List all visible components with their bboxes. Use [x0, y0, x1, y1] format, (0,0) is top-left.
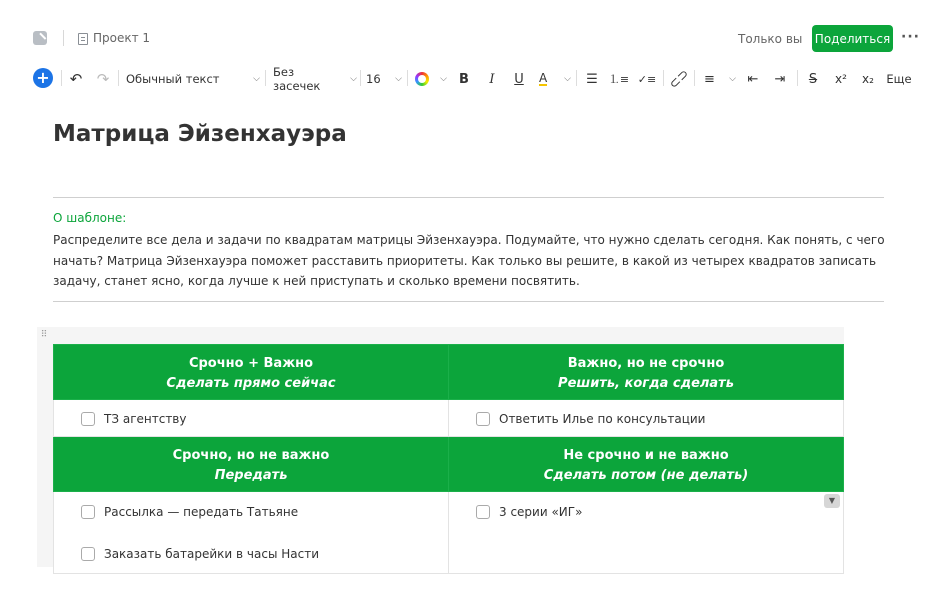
align-left-icon: ≡: [704, 71, 715, 87]
task-checkbox[interactable]: [476, 505, 490, 519]
eisenhower-matrix: [53, 344, 844, 574]
divider: [797, 70, 798, 86]
divider: [53, 197, 884, 198]
task-checkbox[interactable]: [81, 412, 95, 426]
about-label[interactable]: О шаблоне:: [53, 211, 127, 225]
link-icon[interactable]: ⊂⊃: [665, 65, 693, 93]
divider: [360, 70, 361, 86]
divider: [118, 70, 119, 86]
italic-icon[interactable]: I: [489, 71, 495, 87]
divider: [265, 70, 266, 86]
chevron-down-icon: ⌵: [253, 74, 260, 84]
indent-increase-icon[interactable]: ⇥: [774, 71, 786, 87]
task-checkbox[interactable]: [81, 547, 95, 561]
text-style-select[interactable]: [126, 70, 260, 88]
share-button[interactable]: Поделиться: [812, 25, 893, 52]
quadrant-header-urgent-not-important[interactable]: [54, 437, 449, 492]
text-color-picker[interactable]: [415, 70, 447, 88]
quadrant-cell[interactable]: [449, 492, 844, 574]
quadrant-title: Срочно, но не важно: [172, 448, 330, 463]
quadrant-title: Не срочно и не важно: [563, 448, 729, 463]
task-label[interactable]: Ответить Илье по консультации: [499, 412, 706, 426]
quadrant-header-not-urgent-not-important[interactable]: [449, 437, 844, 492]
insert-block-button[interactable]: +: [33, 68, 53, 88]
superscript-icon[interactable]: x²: [835, 72, 847, 86]
highlight-picker[interactable]: [539, 70, 571, 88]
quadrant-title: Важно, но не срочно: [567, 356, 725, 371]
chevron-down-icon: ⌵: [440, 74, 447, 84]
quadrant-subtitle: Решить, когда сделать: [558, 376, 734, 391]
description-text[interactable]: Распределите все дела и задачи по квадратам матрицы Эйзенхауэра. Подумайте, что нужно сделать сегодня. Как понять, с чего начать? Матрица Эйзенхауэра поможет расставить приоритеты. Как только вы решите, в какой из четырех квадратов записать задачу, станет ясно, когда лучше к ней приступать и сколько времени посвятить.: [53, 233, 885, 288]
indent-decrease-icon[interactable]: ⇤: [747, 71, 759, 87]
font-family-select[interactable]: [273, 65, 357, 93]
access-button[interactable]: Только вы: [738, 32, 803, 46]
quadrant-subtitle: Сделать потом (не делать): [543, 468, 749, 483]
breadcrumb-project[interactable]: Проект 1: [93, 31, 151, 45]
page-title[interactable]: Матрица Эйзенхауэра: [53, 121, 347, 147]
task-item: [449, 492, 843, 529]
divider: [663, 70, 664, 86]
bullet-list-icon[interactable]: ☰: [586, 71, 598, 87]
font-size-select[interactable]: [366, 70, 402, 88]
subscript-icon[interactable]: x₂: [862, 72, 874, 86]
task-item: [54, 402, 448, 436]
chevron-down-icon: ⌵: [350, 74, 357, 84]
task-label[interactable]: 3 серии «ИГ»: [499, 504, 583, 519]
highlight-icon: A: [539, 71, 548, 85]
text-style-value: Обычный текст: [126, 72, 220, 86]
divider: [53, 301, 884, 302]
task-item: [54, 529, 448, 573]
quadrant-subtitle: Передать: [214, 468, 288, 483]
cell-menu-chevron-icon[interactable]: ▼: [824, 494, 840, 508]
quadrant-header-urgent-important[interactable]: [54, 345, 449, 400]
task-item: [54, 492, 448, 529]
more-menu-icon[interactable]: ···: [901, 29, 920, 45]
quadrant-header-important-not-urgent[interactable]: [449, 345, 844, 400]
divider: [576, 70, 577, 86]
divider: [61, 70, 62, 86]
app-logo-icon[interactable]: [33, 31, 47, 45]
task-label[interactable]: ТЗ агентству: [104, 412, 187, 426]
underline-icon[interactable]: U: [514, 71, 524, 87]
redo-icon[interactable]: ↷: [96, 70, 110, 88]
chevron-down-icon: ⌵: [729, 74, 736, 84]
bold-icon[interactable]: B: [459, 71, 469, 87]
task-checkbox[interactable]: [81, 505, 95, 519]
align-select[interactable]: [704, 70, 736, 88]
divider: [63, 30, 64, 46]
more-formatting-button[interactable]: Еще: [886, 72, 912, 86]
chevron-down-icon: ⌵: [564, 74, 571, 84]
numbered-list-icon[interactable]: ⒈≡: [608, 73, 630, 86]
font-family-value: Без засечек: [273, 65, 321, 93]
quadrant-title: Срочно + Важно: [188, 356, 314, 371]
undo-icon[interactable]: ↶: [69, 70, 83, 88]
divider: [407, 70, 408, 86]
task-label[interactable]: Рассылка — передать Татьяне: [104, 504, 299, 519]
drag-handle-icon[interactable]: ⠿: [40, 330, 48, 340]
task-label[interactable]: Заказать батарейки в часы Насти: [104, 547, 319, 561]
task-item: [449, 402, 843, 436]
quadrant-subtitle: Сделать прямо сейчас: [166, 376, 336, 391]
document-icon: [78, 33, 88, 45]
task-checkbox[interactable]: [476, 412, 490, 426]
font-size-value: 16: [366, 72, 381, 86]
quadrant-cell[interactable]: [54, 400, 449, 437]
chevron-down-icon: ⌵: [395, 74, 402, 84]
checklist-icon[interactable]: ✓≡: [637, 72, 657, 86]
quadrant-cell[interactable]: [54, 492, 449, 574]
divider: [694, 70, 695, 86]
strikethrough-icon[interactable]: S: [808, 71, 818, 87]
quadrant-cell[interactable]: [449, 400, 844, 437]
color-wheel-icon: [415, 72, 429, 86]
